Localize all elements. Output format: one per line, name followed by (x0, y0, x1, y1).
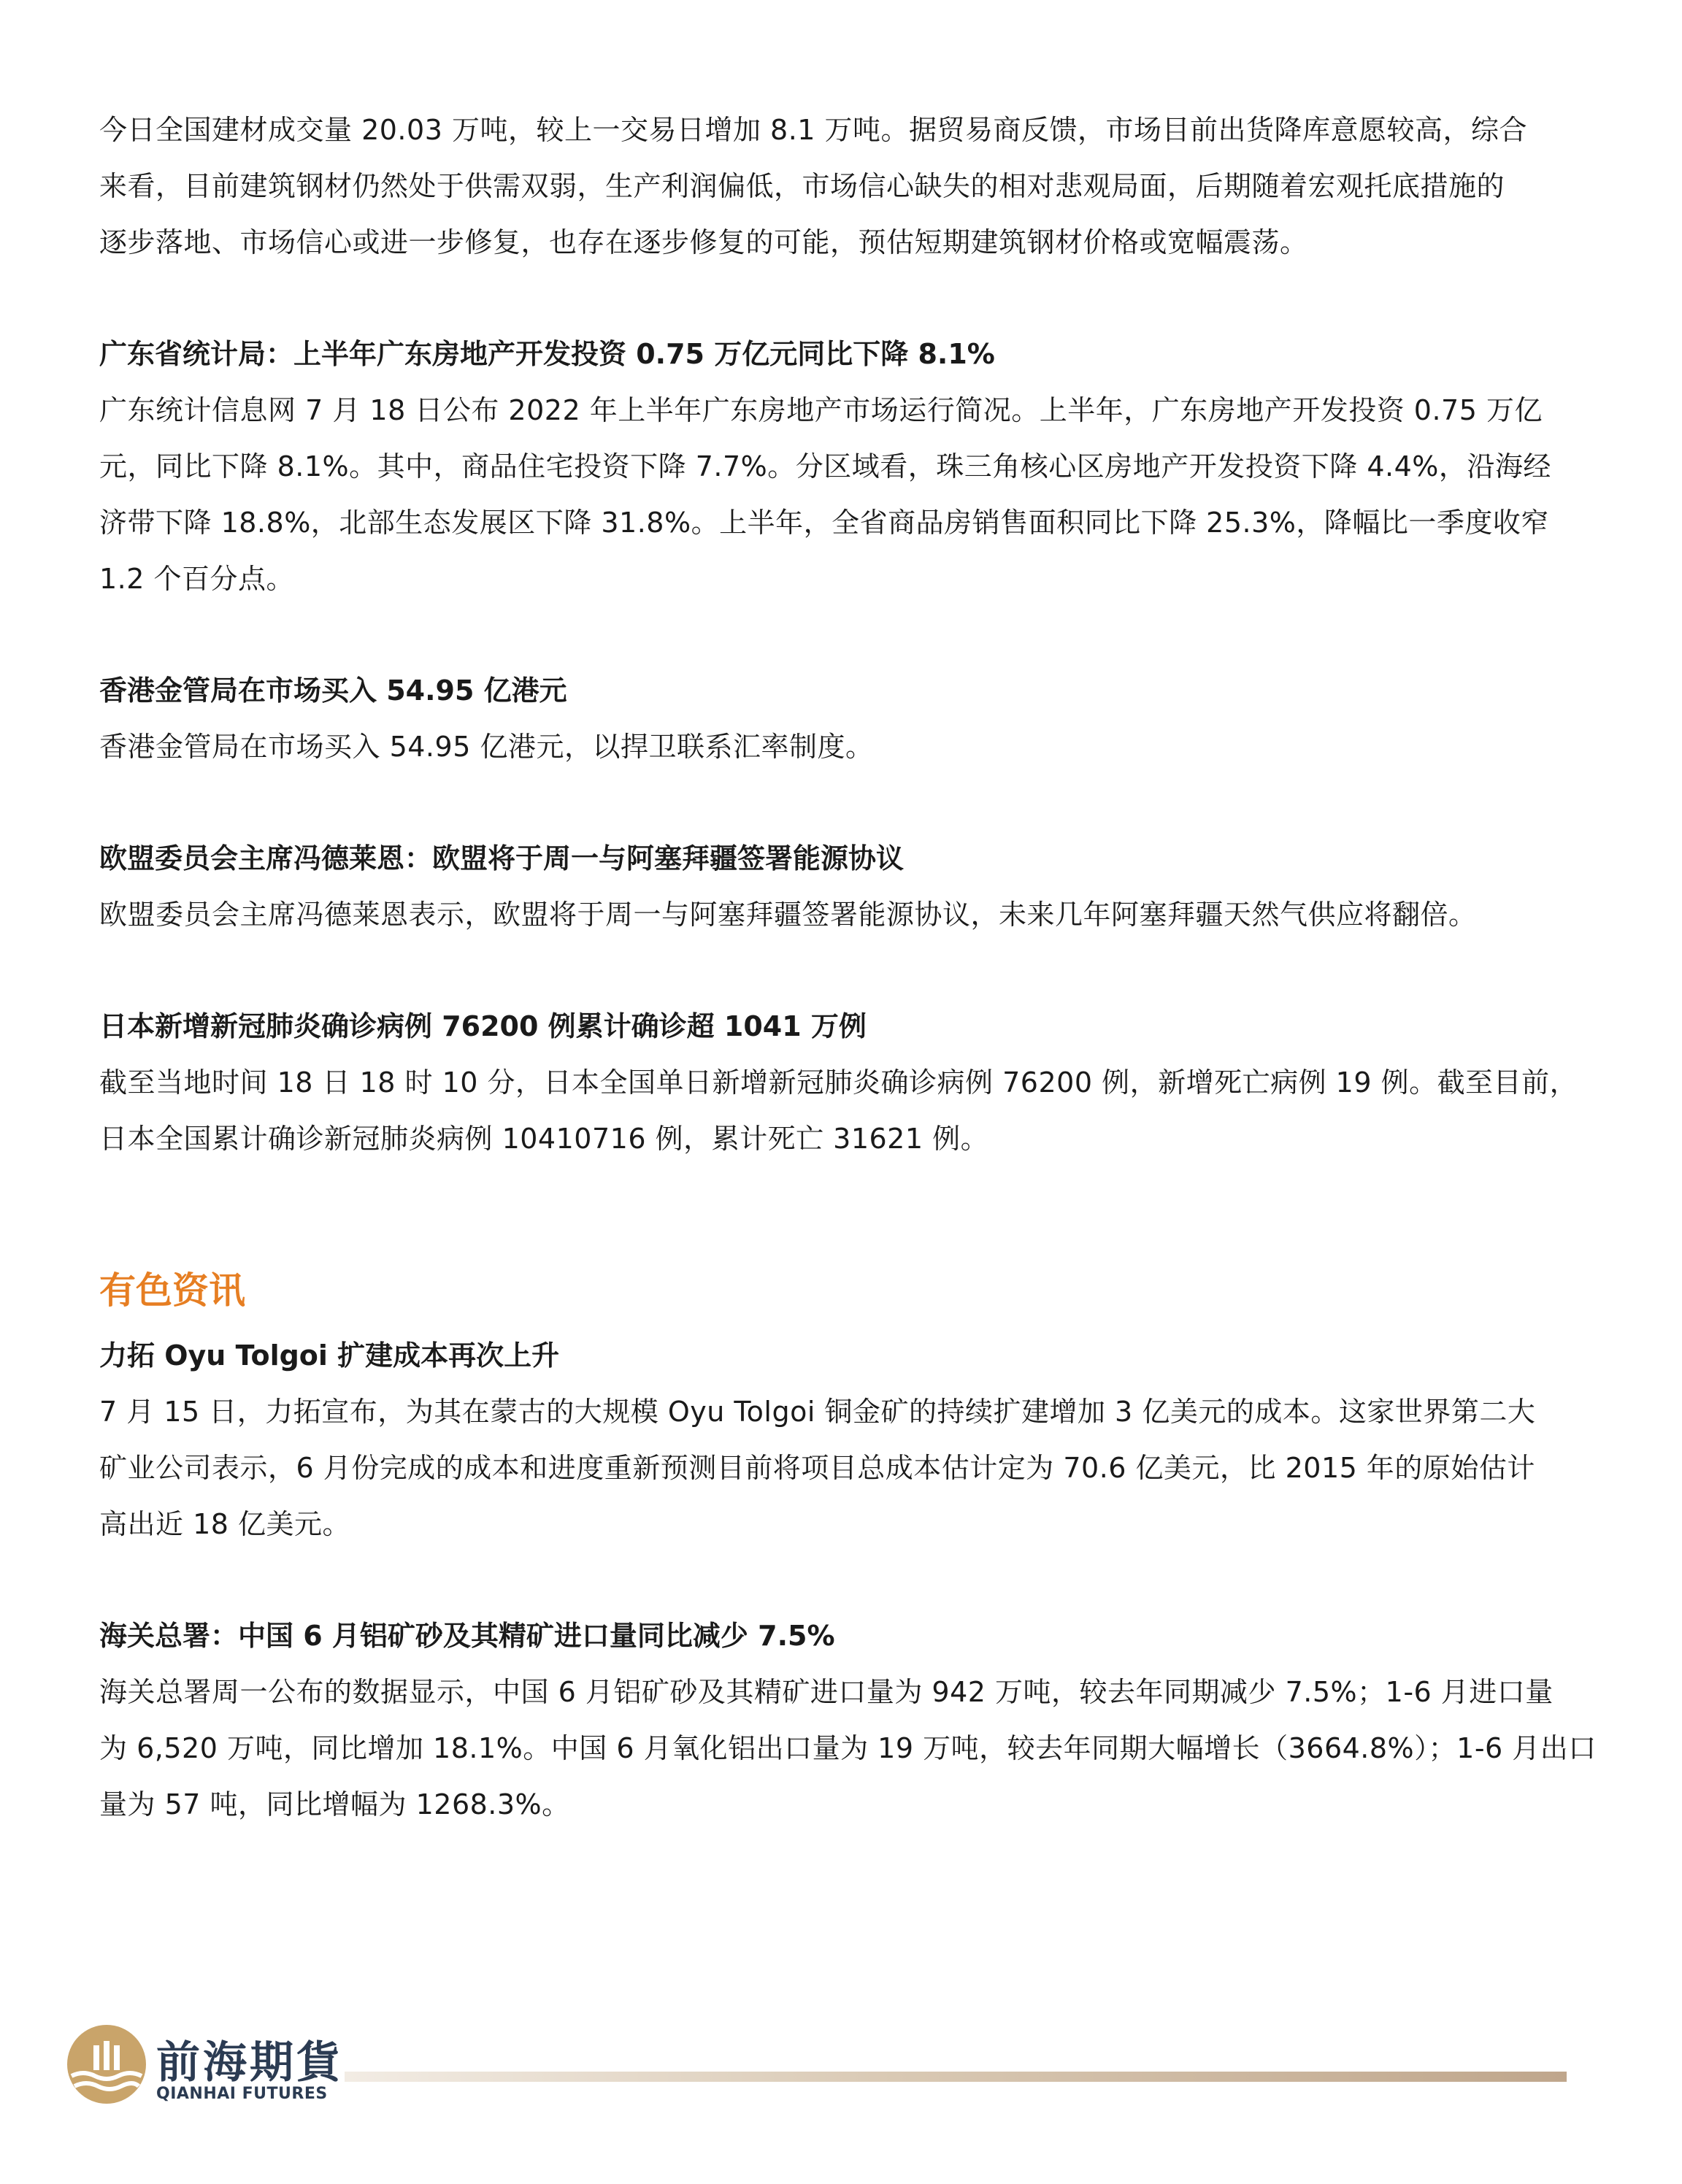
news-line: 欧盟委员会主席冯德莱恩表示，欧盟将于周一与阿塞拜疆签署能源协议，未来几年阿塞拜疆天然气供应将翻倍。 (99, 899, 1477, 931)
news-line: 7 月 15 日，力拓宣布，为其在蒙古的大规模 Oyu Tolgoi 铜金矿的持续扩建增加 3 亿美元的成本。这家世界第二大 (99, 1396, 1536, 1428)
news-item-japan-covid (99, 999, 1578, 1167)
news-line: 日本全国累计确诊新冠肺炎病例 10410716 例，累计死亡 31621 例。 (99, 1123, 989, 1155)
news-line: 海关总署周一公布的数据显示，中国 6 月铝矿砂及其精矿进口量为 942 万吨，较去年同期减少 7.5%；1-6 月进口量 (99, 1676, 1554, 1708)
news-title: 欧盟委员会主席冯德莱恩：欧盟将于周一与阿塞拜疆签署能源协议 (99, 842, 905, 874)
news-line: 为 6,520 万吨，同比增加 18.1%。中国 6 月氧化铝出口量为 19 万吨，较去年同期大幅增长（3664.8%）；1-6 月出口 (99, 1732, 1597, 1764)
news-line: 量为 57 吨，同比增幅为 1268.3%。 (99, 1788, 570, 1820)
news-body (99, 719, 1559, 775)
document-body (99, 102, 1597, 1833)
news-title: 力拓 Oyu Tolgoi 扩建成本再次上升 (99, 1339, 560, 1372)
news-line: 香港金管局在市场买入 54.95 亿港元，以捍卫联系汇率制度。 (99, 731, 874, 763)
news-line: 元，同比下降 8.1%。其中，商品住宅投资下降 7.7%。分区域看，珠三角核心区房地产开发投资下降 4.4%，沿海经 (99, 450, 1551, 482)
news-body (99, 382, 1559, 607)
news-item-hkma (99, 663, 1559, 775)
news-body (99, 1055, 1578, 1167)
news-line: 高出近 18 亿美元。 (99, 1508, 351, 1540)
news-body (99, 1664, 1597, 1833)
news-body (99, 1384, 1559, 1553)
news-line: 济带下降 18.8%，北部生态发展区下降 31.8%。上半年，全省商品房销售面积同比下降 25.3%，降幅比一季度收窄 (99, 507, 1549, 539)
news-title: 香港金管局在市场买入 54.95 亿港元 (99, 674, 567, 707)
news-item-rio-tinto (99, 1328, 1559, 1553)
intro-line: 来看，目前建筑钢材仍然处于供需双弱，生产利润偏低，市场信心缺失的相对悲观局面，后期随着宏观托底措施的 (99, 170, 1505, 202)
news-item-guangdong (99, 326, 1559, 607)
news-line: 矿业公司表示，6 月份完成的成本和进度重新预测目前将项目总成本估计定为 70.6 亿美元，比 2015 年的原始估计 (99, 1452, 1535, 1484)
news-title: 广东省统计局：上半年广东房地产开发投资 0.75 万亿元同比下降 8.1% (99, 338, 995, 370)
qianhai-logo-icon (66, 2023, 147, 2105)
news-item-eu-azerbaijan (99, 831, 1559, 943)
intro-line: 今日全国建材成交量 20.03 万吨，较上一交易日增加 8.1 万吨。据贸易商反馈，市场目前出货降库意愿较高，综合 (99, 114, 1528, 146)
intro-paragraph (99, 102, 1559, 271)
logo-chinese-text: 前海期貨 (156, 2037, 343, 2088)
news-line: 截至当地时间 18 日 18 时 10 分，日本全国单日新增新冠肺炎确诊病例 76200 例，新增死亡病例 19 例。截至目前， (99, 1066, 1578, 1099)
news-body (99, 887, 1559, 943)
news-line: 广东统计信息网 7 月 18 日公布 2022 年上半年广东房地产市场运行简况。上半年，广东房地产开发投资 0.75 万亿 (99, 394, 1543, 426)
news-line: 1.2 个百分点。 (99, 563, 295, 595)
news-title: 海关总署：中国 6 月铝矿砂及其精矿进口量同比减少 7.5% (99, 1620, 835, 1652)
logo-english-text: QIANHAI FUTURES (156, 2085, 328, 2103)
intro-line: 逐步落地、市场信心或进一步修复，也存在逐步修复的可能，预估短期建筑钢材价格或宽幅震荡。 (99, 226, 1308, 258)
page-footer (66, 2023, 1570, 2118)
footer-divider (345, 2072, 1567, 2082)
news-title: 日本新增新冠肺炎确诊病例 76200 例累计确诊超 1041 万例 (99, 1010, 867, 1042)
section-heading: 有色资讯 (99, 1269, 245, 1312)
news-item-customs-bauxite (99, 1608, 1597, 1833)
